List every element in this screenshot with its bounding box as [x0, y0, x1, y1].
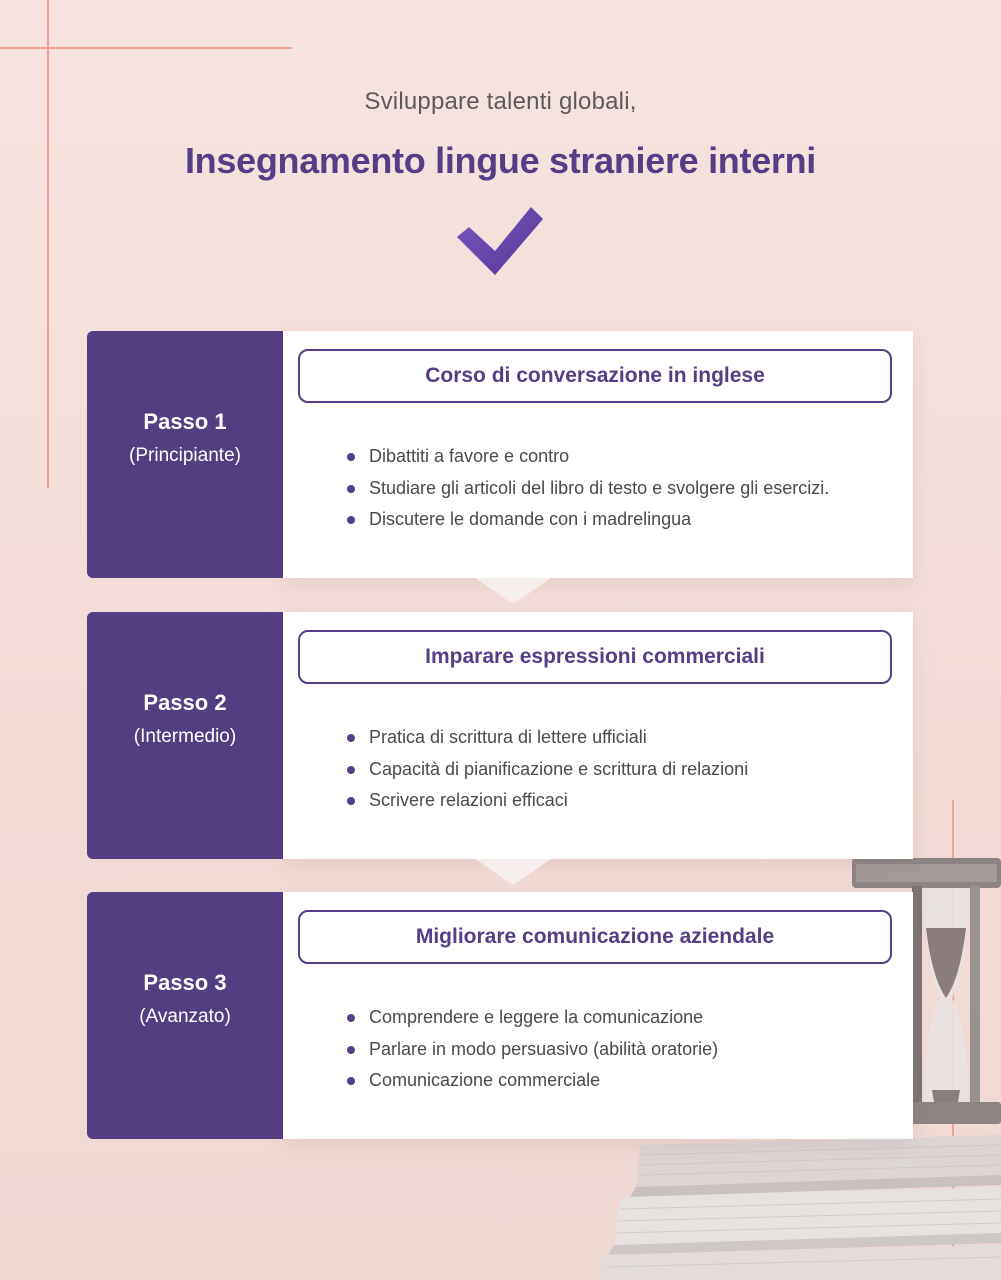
- page-title: Insegnamento lingue straniere interni: [184, 140, 817, 181]
- step-1-panel: [283, 331, 913, 578]
- step-2-level: (Intermedio): [133, 725, 237, 747]
- step-3-name: Passo 3: [143, 969, 227, 995]
- list-item: Discutere le domande con i madrelingua: [347, 504, 829, 536]
- list-item: Studiare gli articoli del libro di testo e svolgere gli esercizi.: [347, 473, 829, 505]
- step-2: [87, 612, 913, 859]
- step-3-list: [347, 1002, 718, 1097]
- decor-line-left: [47, 0, 49, 488]
- step-connector-arrow: [475, 859, 551, 885]
- step-3-label-block: [87, 892, 283, 1139]
- step-1: [87, 331, 913, 578]
- list-item: Comprendere e leggere la comunicazione: [347, 1002, 718, 1034]
- step-2-list: [347, 722, 748, 817]
- step-2-name: Passo 2: [143, 689, 227, 715]
- step-connector-arrow: [475, 578, 551, 604]
- list-item: Scrivere relazioni efficaci: [347, 785, 748, 817]
- step-2-heading: Imparare espressioni commerciali: [298, 630, 892, 684]
- step-3: [87, 892, 913, 1139]
- list-item: Pratica di scrittura di lettere ufficiali: [347, 722, 748, 754]
- step-2-panel: [283, 612, 913, 859]
- list-item: Parlare in modo persuasivo (abilità oratorie): [347, 1034, 718, 1066]
- books-icon: [600, 1135, 1001, 1280]
- step-2-label-block: [87, 612, 283, 859]
- step-3-level: (Avanzato): [139, 1005, 231, 1027]
- step-3-heading: Migliorare comunicazione aziendale: [298, 910, 892, 964]
- list-item: Dibattiti a favore e contro: [347, 441, 829, 473]
- checkmark-icon: [455, 205, 545, 277]
- step-1-name: Passo 1: [143, 408, 227, 434]
- list-item: Comunicazione commerciale: [347, 1065, 718, 1097]
- step-1-heading: Corso di conversazione in inglese: [298, 349, 892, 403]
- step-1-list: [347, 441, 829, 536]
- decor-line-top: [0, 47, 292, 49]
- step-1-level: (Principiante): [129, 444, 241, 466]
- page-header: [0, 88, 1001, 182]
- list-item: Capacità di pianificazione e scrittura di relazioni: [347, 754, 748, 786]
- step-3-panel: [283, 892, 913, 1139]
- step-1-label-block: [87, 331, 283, 578]
- page-subtitle: Sviluppare talenti globali,: [364, 88, 637, 115]
